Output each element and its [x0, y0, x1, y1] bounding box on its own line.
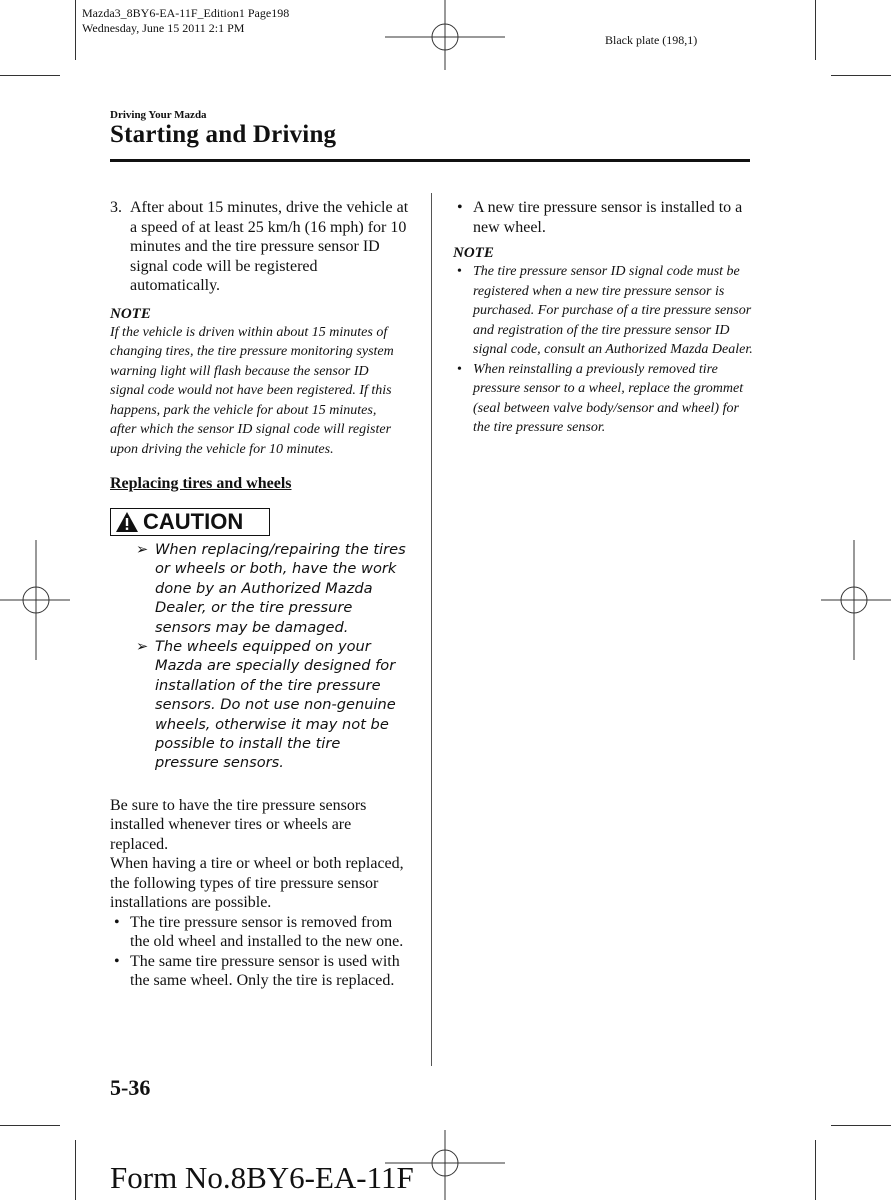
section-label: Driving Your Mazda [110, 109, 207, 121]
caution-label: CAUTION [143, 509, 244, 534]
crop-mark [0, 75, 60, 76]
note-label: NOTE [110, 305, 151, 322]
caution-item [136, 540, 406, 637]
list-item-text: A new tire pressure sensor is installed to a new wheel. [473, 199, 743, 236]
step-number: 3. [110, 199, 122, 216]
note-item-text: The tire pressure sensor ID signal code must be registered when a new tire pressure sensor is purchased. For purchase of a tire pressure sensor and registration of the tire pressure sensor ID signal code, consult an Authorized Mazda Dealer. [473, 264, 753, 357]
page-number: 5-36 [110, 1075, 151, 1100]
form-number: Form No.8BY6-EA-11F [110, 1160, 414, 1195]
caution-item-text: When replacing/repairing the tires or wheels or both, have the work done by an Authorized Mazda Dealer, or the tire pressure sensors may be damaged. [155, 541, 406, 636]
caution-item [136, 637, 406, 773]
caution-item-text: The wheels equipped on your Mazda are specially designed for installation of the tire pressure sensors. Do not use non-genuine wheels, otherwise it may not be possible to install the tire pressure sensors. [155, 638, 396, 772]
bullet-dot-icon: • [114, 913, 120, 931]
header-rule [110, 159, 750, 162]
step-3 [110, 198, 410, 296]
print-meta [82, 6, 289, 36]
note-item [453, 360, 753, 438]
paragraph: When having a tire or wheel or both replaced, the following types of tire pressure sensor installations are possible. [110, 855, 404, 912]
paragraph: Be sure to have the tire pressure sensors installed whenever tires or wheels are replaced. [110, 796, 367, 853]
bullet-list [453, 198, 753, 237]
print-meta-line2: Wednesday, June 15 2011 2:1 PM [82, 21, 245, 35]
plate-label: Black plate (198,1) [605, 33, 698, 47]
note-list [453, 262, 753, 438]
note-label: NOTE [453, 245, 494, 261]
crop-mark [815, 0, 816, 60]
crop-mark [75, 1140, 76, 1200]
registration-mark-icon [821, 540, 891, 660]
left-column [110, 198, 410, 991]
registration-mark-icon [385, 0, 505, 70]
section-heading: Replacing tires and wheels [110, 475, 292, 492]
arrow-bullet-icon: ➢ [136, 638, 149, 656]
list-item-text: The same tire pressure sensor is used with the same wheel. Only the tire is replaced. [130, 952, 400, 990]
right-column [453, 198, 753, 438]
caution-list [136, 540, 406, 773]
list-item [453, 198, 753, 237]
column-divider [431, 193, 432, 1066]
list-item [110, 952, 410, 991]
list-item [110, 913, 410, 952]
note-item-text: When reinstalling a previously removed tire pressure sensor to a wheel, replace the grommet (seal between valve body/sensor and wheel) for the tire pressure sensor. [473, 361, 744, 435]
list-item-text: The tire pressure sensor is removed from the old wheel and installed to the new one. [130, 913, 404, 951]
crop-mark [831, 75, 891, 76]
bullet-dot-icon: • [457, 361, 462, 377]
crop-mark [815, 1140, 816, 1200]
page-title: Starting and Driving [110, 121, 337, 148]
step-text: After about 15 minutes, drive the vehicle at a speed of at least 25 km/h (16 mph) for 10 minutes and the tire pressure sensor ID signal code will be registered automatically. [130, 199, 409, 294]
crop-mark [75, 0, 76, 60]
crop-mark [0, 1125, 60, 1126]
bullet-list [110, 913, 410, 991]
bullet-dot-icon: • [457, 264, 462, 279]
caution-banner [110, 508, 270, 536]
bullet-dot-icon: • [114, 952, 120, 970]
note-item [453, 262, 753, 360]
crop-mark [831, 1125, 891, 1126]
warning-triangle-icon [115, 511, 139, 533]
print-meta-line1: Mazda3_8BY6-EA-11F_Edition1 Page198 [82, 6, 290, 20]
note-text: If the vehicle is driven within about 15 minutes of changing tires, the tire pressure monitoring system warning light will flash because the sensor ID signal code would not have been registered. If this happens, park the vehicle for about 15 minutes, after which the sensor ID signal code will register upon driving the vehicle for 10 minutes. [110, 324, 394, 457]
bullet-dot-icon: • [457, 199, 463, 216]
registration-mark-icon [0, 540, 70, 660]
arrow-bullet-icon: ➢ [136, 541, 149, 558]
